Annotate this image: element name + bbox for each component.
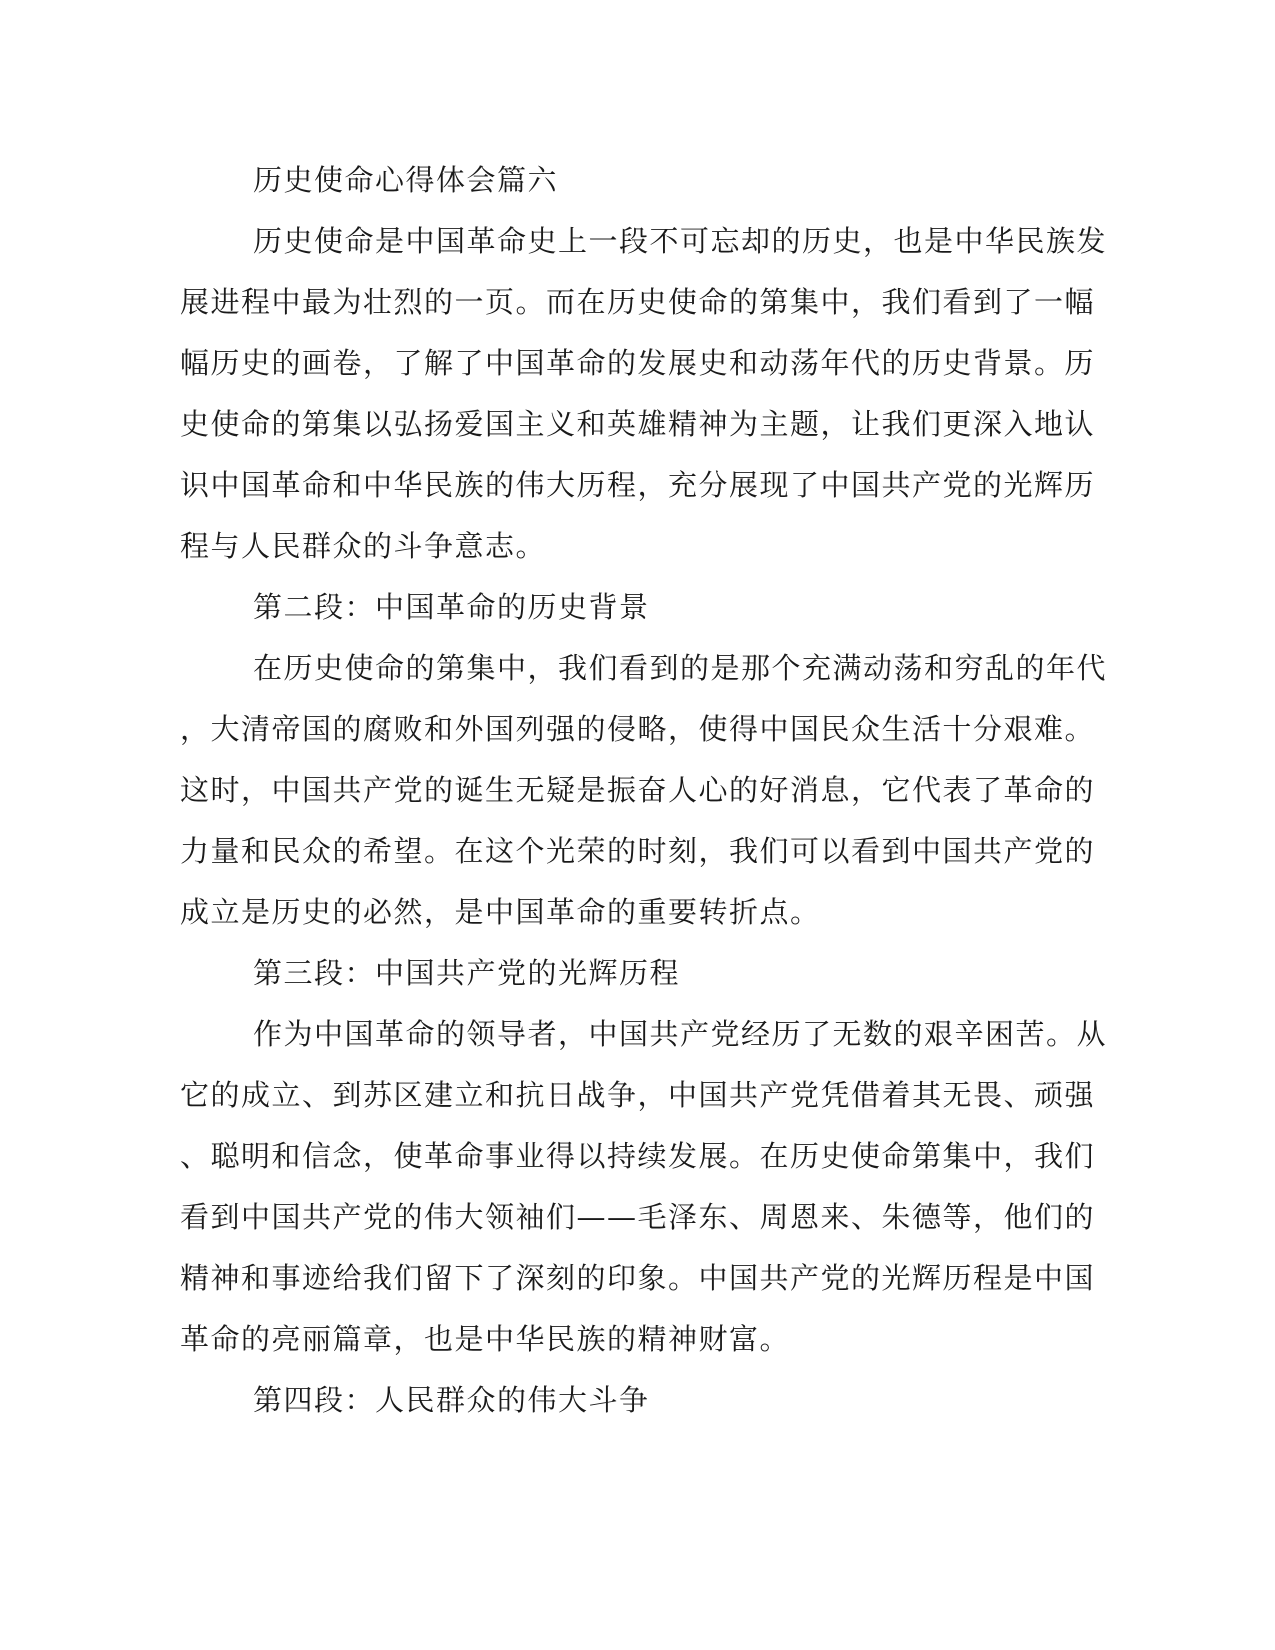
paragraph-line: 这时，中国共产党的诞生无疑是振奋人心的好消息，它代表了革命的: [180, 773, 1096, 807]
paragraph-line: 展进程中最为壮烈的一页。而在历史使命的第集中，我们看到了一幅: [180, 285, 1096, 319]
paragraph-line: 程与人民群众的斗争意志。: [180, 529, 547, 563]
paragraph-line: 识中国革命和中华民族的伟大历程，充分展现了中国共产党的光辉历: [180, 468, 1096, 502]
section-heading: 第二段：中国革命的历史背景: [253, 590, 650, 624]
document-page: [180, 150, 1108, 1431]
section-heading: 第四段：人民群众的伟大斗争: [253, 1383, 650, 1417]
paragraph-line: 成立是历史的必然，是中国革命的重要转折点。: [180, 895, 821, 929]
paragraph-line: 历史使命是中国革命史上一段不可忘却的历史，也是中华民族发: [253, 224, 1108, 258]
paragraph-line: 幅历史的画卷，了解了中国革命的发展史和动荡年代的历史背景。历: [180, 346, 1096, 380]
paragraph-line: 看到中国共产党的伟大领袖们——毛泽东、周恩来、朱德等，他们的: [180, 1200, 1096, 1234]
paragraph-line: 精神和事迹给我们留下了深刻的印象。中国共产党的光辉历程是中国: [180, 1261, 1096, 1295]
paragraph-line: 作为中国革命的领导者，中国共产党经历了无数的艰辛困苦。从: [253, 1017, 1108, 1051]
paragraph-line: 力量和民众的希望。在这个光荣的时刻，我们可以看到中国共产党的: [180, 834, 1096, 868]
paragraph-line: 它的成立、到苏区建立和抗日战争，中国共产党凭借着其无畏、顽强: [180, 1078, 1096, 1112]
document-title: 历史使命心得体会篇六: [253, 163, 559, 197]
paragraph-line: 、聪明和信念，使革命事业得以持续发展。在历史使命第集中，我们: [180, 1139, 1096, 1173]
paragraph-line: 史使命的第集以弘扬爱国主义和英雄精神为主题，让我们更深入地认: [180, 407, 1096, 441]
paragraph-line: 在历史使命的第集中，我们看到的是那个充满动荡和穷乱的年代: [253, 651, 1108, 685]
paragraph-line: 革命的亮丽篇章，也是中华民族的精神财富。: [180, 1322, 791, 1356]
paragraph-line: ，大清帝国的腐败和外国列强的侵略，使得中国民众生活十分艰难。: [180, 712, 1096, 746]
section-heading: 第三段：中国共产党的光辉历程: [253, 956, 681, 990]
